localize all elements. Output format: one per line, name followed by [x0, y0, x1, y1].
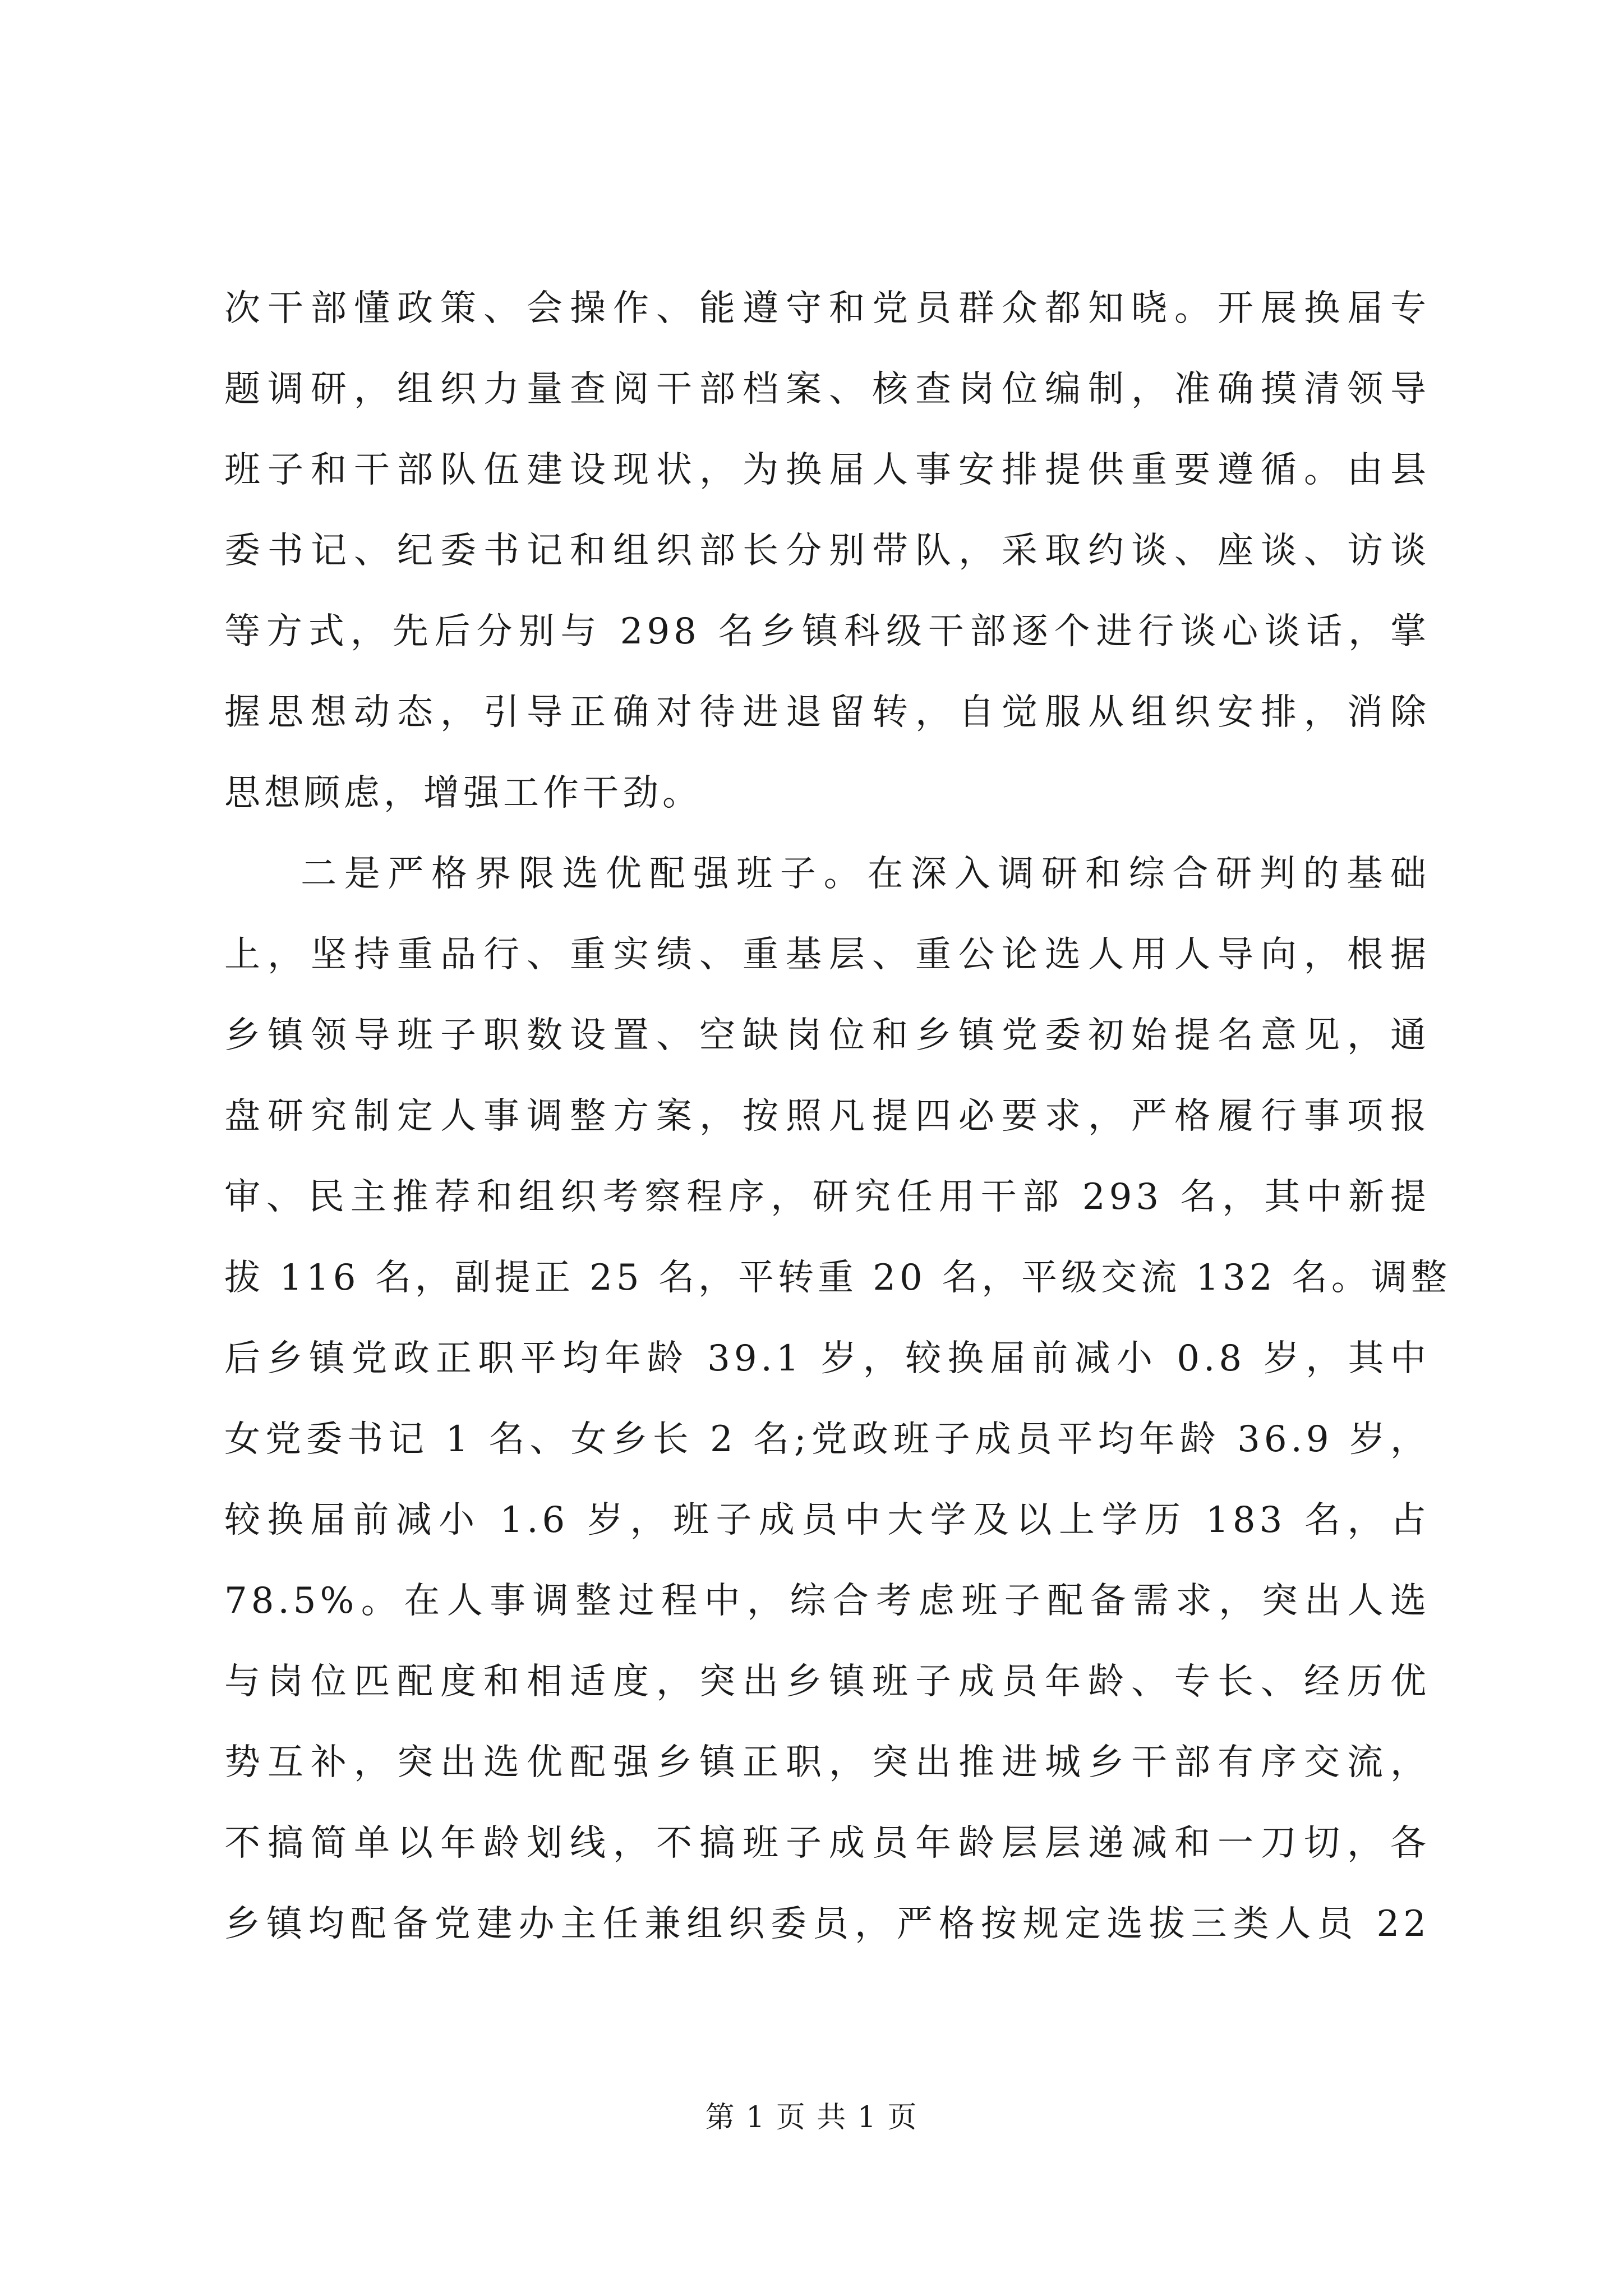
page-footer: 第 1 页 共 1 页 [705, 2101, 918, 2134]
text-line-2: 题调研，组织力量查阅干部档案、核查岗位编制，准确摸清领导 [224, 369, 1430, 410]
text-line-4: 委书记、纪委书记和组织部长分别带队，采取约谈、座谈、访谈 [224, 530, 1430, 572]
text-line-13: 拔 116 名，副提正 25 名，平转重 20 名，平级交流 132 名。调整 [224, 1257, 1451, 1299]
text-line-19: 势互补，突出选优配强乡镇正职，突出推进城乡干部有序交流， [224, 1742, 1430, 1783]
text-line-9: 上，坚持重品行、重实绩、重基层、重公论选人用人导向，根据 [224, 934, 1430, 976]
text-line-18: 与岗位匹配度和相适度，突出乡镇班子成员年龄、专长、经历优 [224, 1661, 1430, 1703]
text-line-6: 握思想动态，引导正确对待进退留转，自觉服从组织安排，消除 [224, 692, 1430, 733]
text-line-5: 等方式，先后分别与 298 名乡镇科级干部逐个进行谈心谈话，掌 [224, 611, 1430, 652]
text-line-3: 班子和干部队伍建设现状，为换届人事安排提供重要遵循。由县 [224, 449, 1430, 491]
text-line-11: 盘研究制定人事调整方案，按照凡提四必要求，严格履行事项报 [224, 1096, 1430, 1137]
text-line-1: 次干部懂政策、会操作、能遵守和党员群众都知晓。开展换届专 [224, 288, 1430, 329]
text-line-14: 后乡镇党政正职平均年龄 39.1 岁，较换届前减小 0.8 岁，其中 [224, 1338, 1430, 1379]
text-line-16: 较换届前减小 1.6 岁，班子成员中大学及以上学历 183 名，占 [224, 1499, 1430, 1541]
text-line-8: 二是严格界限选优配强班子。在深入调研和综合研判的基础 [301, 853, 1430, 895]
text-line-20: 不搞简单以年龄划线，不搞班子成员年龄层层递减和一刀切，各 [224, 1823, 1430, 1864]
text-line-7: 思想顾虑，增强工作干劲。 [224, 772, 702, 814]
text-line-10: 乡镇领导班子职数设置、空缺岗位和乡镇党委初始提名意见，通 [224, 1015, 1430, 1056]
text-line-15: 女党委书记 1 名、女乡长 2 名;党政班子成员平均年龄 36.9 岁， [224, 1419, 1430, 1460]
text-line-17: 78.5%。在人事调整过程中，综合考虑班子配备需求，突出人选 [224, 1580, 1430, 1622]
text-line-21: 乡镇均配备党建办主任兼组织委员，严格按规定选拔三类人员 22 [224, 1903, 1430, 1945]
text-line-12: 审、民主推荐和组织考察程序，研究任用干部 293 名，其中新提 [224, 1176, 1430, 1218]
